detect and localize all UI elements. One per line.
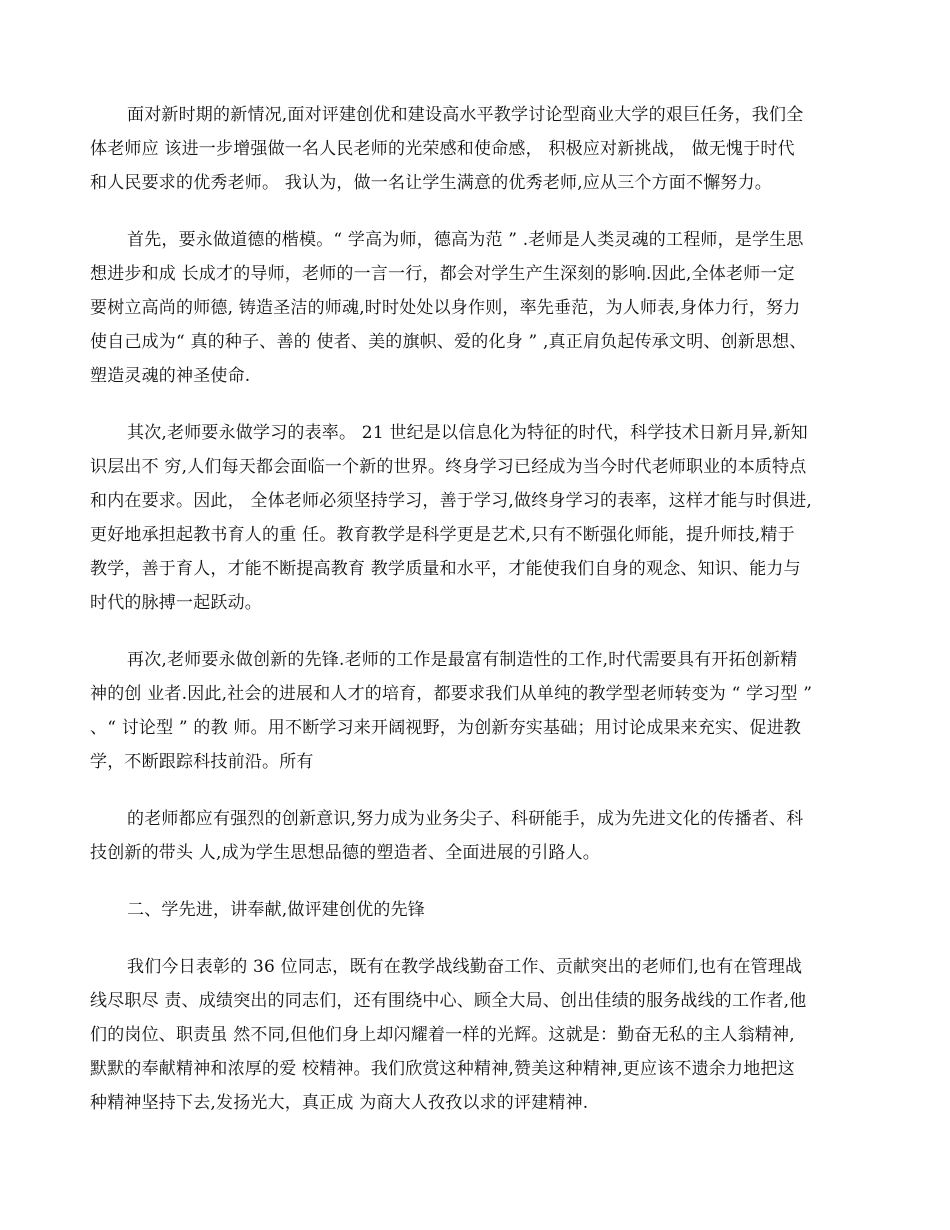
paragraph-1-line-3: 和人民要求的优秀老师。 我认为，做一名让学生满意的优秀老师,应从三个方面不懈努力。 <box>90 173 773 193</box>
paragraph-3-line-5: 教学，善于育人，才能不断提高教育 教学质量和水平，才能使我们自身的观念、知识、能力与 <box>90 559 801 579</box>
paragraph-2-line-1: 首先，要永做道德的楷模。“ 学高为师，德高为范 ” .老师是人类灵魂的工程师，是学生思 <box>127 230 804 250</box>
paragraph-7-line-1: 我们今日表彰的 36 位同志，既有在教学战线勤奋工作、贡献突出的老师们,也有在管理战 <box>127 957 803 977</box>
paragraph-3-line-6: 时代的脉搏一起跃动。 <box>90 593 262 613</box>
section-heading: 二、学先进，讲奉献,做评建创优的先锋 <box>127 900 426 920</box>
paragraph-7-line-5: 种精神坚持下去,发扬光大，真正成 为商大人孜孜以求的评建精神. <box>90 1093 589 1113</box>
paragraph-3-line-3: 和内在要求。因此， 全体老师必须坚持学习，善于学习,做终身学习的表率，这样才能与时俱进, <box>90 491 813 511</box>
paragraph-2-line-4: 使自己成为“ 真的种子、善的 使者、美的旗帜、爱的化身 ” ,真正肩负起传承文明、创新思想、 <box>90 332 807 352</box>
paragraph-7-line-4: 默默的奉献精神和浓厚的爱 校精神。我们欣赏这种精神,赞美这种精神,更应该不遗余力地把这 <box>90 1059 795 1079</box>
paragraph-7-line-2: 线尽职尽 责、成绩突出的同志们，还有围绕中心、顾全大局、创出佳绩的服务战线的工作者,他 <box>90 991 807 1011</box>
paragraph-3-line-1: 其次,老师要永做学习的表率。 21 世纪是以信息化为特征的时代，科学技术日新月异,新知 <box>127 423 808 443</box>
paragraph-4-line-3: 、“ 讨论型 ” 的教 师。用不断学习来开阔视野，为创新夯实基础；用讨论成果来充实、促进教 <box>90 718 801 738</box>
paragraph-3-line-2: 识层出不 穷,人们每天都会面临一个新的世界。终身学习已经成为当今时代老师职业的本质特点 <box>90 457 807 477</box>
paragraph-3-line-4: 更好地承担起教书育人的重 任。教育教学是科学更是艺术,只有不断强化师能，提升师技,精于 <box>90 525 795 545</box>
paragraph-1-line-2: 体老师应 该进一步增强做一名人民老师的光荣感和使命感， 积极应对新挑战， 做无愧于时代 <box>90 139 795 159</box>
paragraph-5-line-2: 技创新的带头 人,成为学生思想品德的塑造者、全面进展的引路人。 <box>90 843 601 863</box>
paragraph-5-line-1: 的老师都应有强烈的创新意识,努力成为业务尖子、科研能手，成为先进文化的传播者、科 <box>127 809 804 829</box>
paragraph-4-line-4: 学，不断跟踪科技前沿。所有 <box>90 752 314 772</box>
paragraph-2-line-5: 塑造灵魂的神圣使命. <box>90 366 251 386</box>
paragraph-2-line-3: 要树立高尚的师德, 铸造圣洁的师魂,时时处处以身作则，率先垂范，为人师表,身体力行，努力 <box>90 298 801 318</box>
paragraph-7-line-3: 们的岗位、职责虽 然不同,但他们身上却闪耀着一样的光辉。这就是：勤奋无私的主人翁精神, <box>90 1025 795 1045</box>
paragraph-4-line-2: 神的创 业者.因此,社会的进展和人才的培育，都要求我们从单纯的教学型老师转变为 “ 学习型 ” <box>90 684 813 704</box>
paragraph-4-line-1: 再次,老师要永做创新的先锋.老师的工作是最富有制造性的工作,时代需要具有开拓创新精 <box>127 650 798 670</box>
paragraph-2-line-2: 想进步和成 长成才的导师，老师的一言一行，都会对学生产生深刻的影响.因此,全体老师一定 <box>90 264 795 284</box>
paragraph-1-line-1: 面对新时期的新情况,面对评建创优和建设高水平教学讨论型商业大学的艰巨任务，我们全 <box>127 105 804 125</box>
